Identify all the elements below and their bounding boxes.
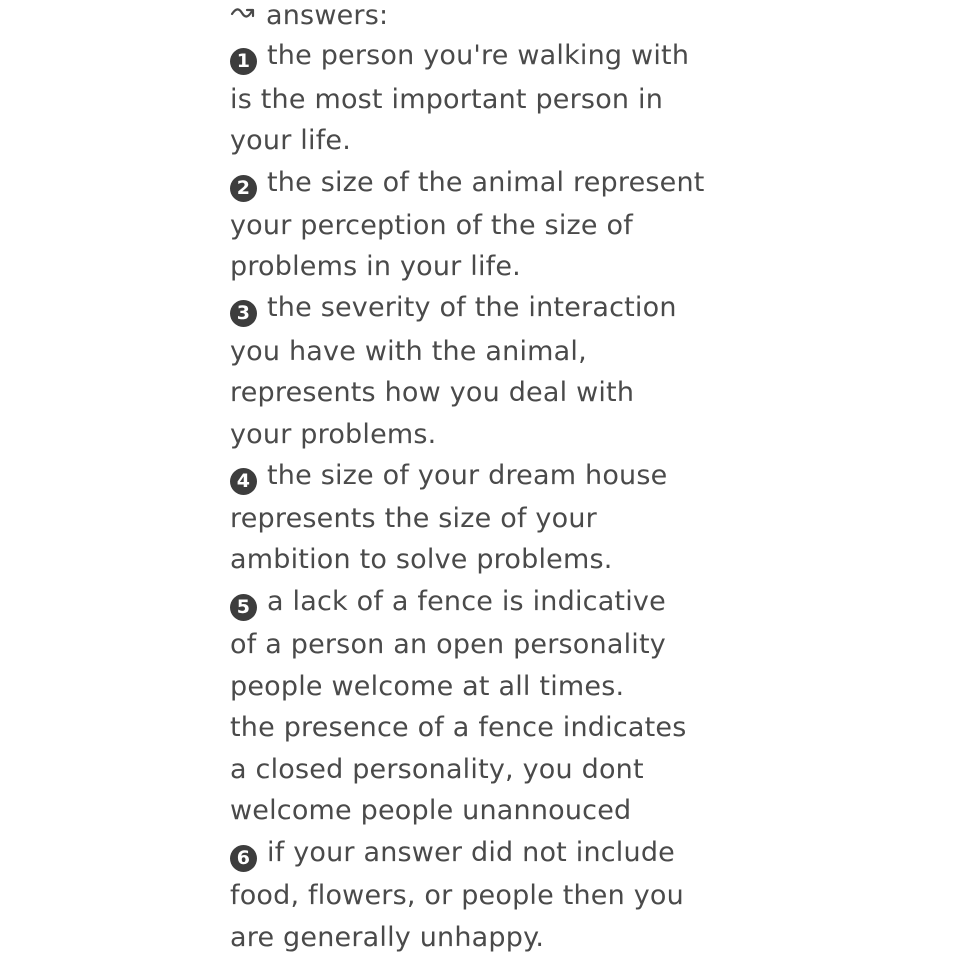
answer-2-line-2: your perception of the size of xyxy=(230,210,633,241)
answer-5-line-3: people welcome at all times. xyxy=(230,671,625,702)
answer-5-line-2: of a person an open personality xyxy=(230,629,666,660)
answer-5-line-1 xyxy=(230,586,666,621)
answer-4-line-1 xyxy=(230,460,667,495)
answer-3-line-3: represents how you deal with xyxy=(230,377,635,408)
squiggly-arrow-icon xyxy=(230,2,258,22)
number-badge-6: 6 xyxy=(230,845,257,872)
answer-6-line-1 xyxy=(230,837,675,872)
answers-header xyxy=(230,0,388,32)
number-badge-4: 4 xyxy=(230,468,257,495)
answer-2-line-1 xyxy=(230,167,705,202)
answer-4-line-3: ambition to solve problems. xyxy=(230,544,613,575)
number-badge-3: 3 xyxy=(230,300,257,327)
answer-4-text-1: the size of your dream house xyxy=(267,460,668,491)
answer-2-text-1: the size of the animal represent xyxy=(267,167,705,198)
answer-1-line-3: your life. xyxy=(230,125,351,156)
answer-3-line-2: you have with the animal, xyxy=(230,336,587,367)
answer-4-line-2: represents the size of your xyxy=(230,503,597,534)
answer-5-text-1: a lack of a fence is indicative xyxy=(267,586,666,617)
answer-3-line-1 xyxy=(230,292,677,327)
answer-6-text-1: if your answer did not include xyxy=(267,837,675,868)
answer-2-line-3: problems in your life. xyxy=(230,251,521,282)
answer-5-line-4: the presence of a fence indicates xyxy=(230,712,687,743)
answer-1-line-2: is the most important person in xyxy=(230,84,664,115)
answer-6-line-3: are generally unhappy. xyxy=(230,922,545,953)
number-badge-5: 5 xyxy=(230,594,257,621)
answer-3-text-1: the severity of the interaction xyxy=(267,292,677,323)
answer-3-line-4: your problems. xyxy=(230,419,437,450)
answer-6-line-2: food, flowers, or people then you xyxy=(230,880,684,911)
number-badge-2: 2 xyxy=(230,175,257,202)
answer-5-line-6: welcome people unannouced xyxy=(230,795,632,826)
number-badge-1: 1 xyxy=(230,48,257,75)
answer-1-text-1: the person you're walking with xyxy=(267,40,690,71)
answer-1-line-1 xyxy=(230,40,689,75)
answers-header-text: answers: xyxy=(266,0,389,31)
answer-5-line-5: a closed personality, you dont xyxy=(230,754,644,785)
